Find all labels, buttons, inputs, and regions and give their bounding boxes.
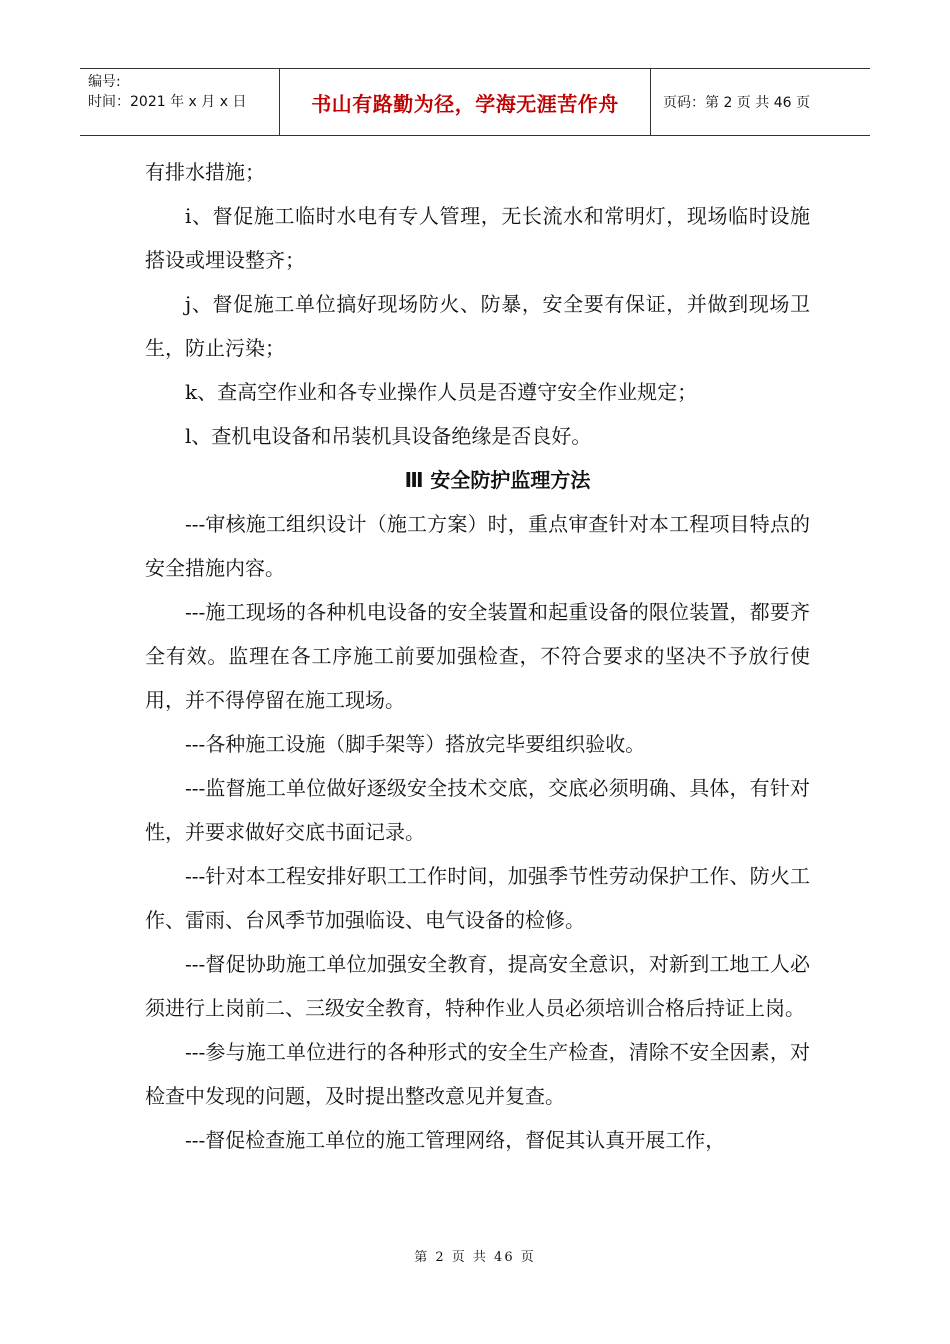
paragraph: k、查高空作业和各专业操作人员是否遵守安全作业规定； <box>185 380 698 404</box>
paragraph: ---各种施工设施（脚手架等）搭放完毕要组织验收。 <box>185 732 646 756</box>
document-number-label: 编号: <box>88 74 121 90</box>
section-heading: Ⅲ 安全防护监理方法 <box>404 468 591 492</box>
document-header <box>80 68 870 136</box>
paragraph: ---督促协助施工单位加强安全教育，提高安全意识，对新到工地工人必须进行上岗前二、三级安全教育，特种作业人员必须培训合格后持证上岗。 <box>145 952 810 1020</box>
paragraph: j、督促施工单位搞好现场防火、防暴，安全要有保证，并做到现场卫生，防止污染； <box>145 292 810 360</box>
document-date: 时间：2021 年 x 月 x 日 <box>88 94 247 110</box>
page-footer: 第 2 页 共 46 页 <box>414 1250 536 1265</box>
paragraph: ---审核施工组织设计（施工方案）时，重点审查针对本工程项目特点的安全措施内容。 <box>145 512 810 580</box>
header-meta <box>80 69 280 135</box>
paragraph: ---施工现场的各种机电设备的安全装置和起重设备的限位装置，都要齐全有效。监理在各工序施工前要加强检查，不符合要求的坚决不予放行使用，并不得停留在施工现场。 <box>145 600 810 712</box>
paragraph: ---督促检查施工单位的施工管理网络，督促其认真开展工作， <box>185 1128 726 1152</box>
paragraph: i、督促施工临时水电有专人管理，无长流水和常明灯，现场临时设施搭设或埋设整齐； <box>145 204 810 272</box>
paragraph: 有排水措施； <box>145 160 265 184</box>
paragraph: l、查机电设备和吊装机具设备绝缘是否良好。 <box>185 424 592 448</box>
paragraph: ---针对本工程安排好职工工作时间，加强季节性劳动保护工作、防火工作、雷雨、台风季节加强临设、电气设备的检修。 <box>145 864 810 932</box>
document-body <box>145 150 810 1162</box>
header-motto: 书山有路勤为径，学海无涯苦作舟 <box>280 69 651 135</box>
header-page-info: 页码：第 2 页 共 46 页 <box>663 95 810 111</box>
paragraph: ---监督施工单位做好逐级安全技术交底，交底必须明确、具体，有针对性，并要求做好交底书面记录。 <box>145 776 810 844</box>
paragraph: ---参与施工单位进行的各种形式的安全生产检查，清除不安全因素，对检查中发现的问题，及时提出整改意见并复查。 <box>145 1040 810 1108</box>
